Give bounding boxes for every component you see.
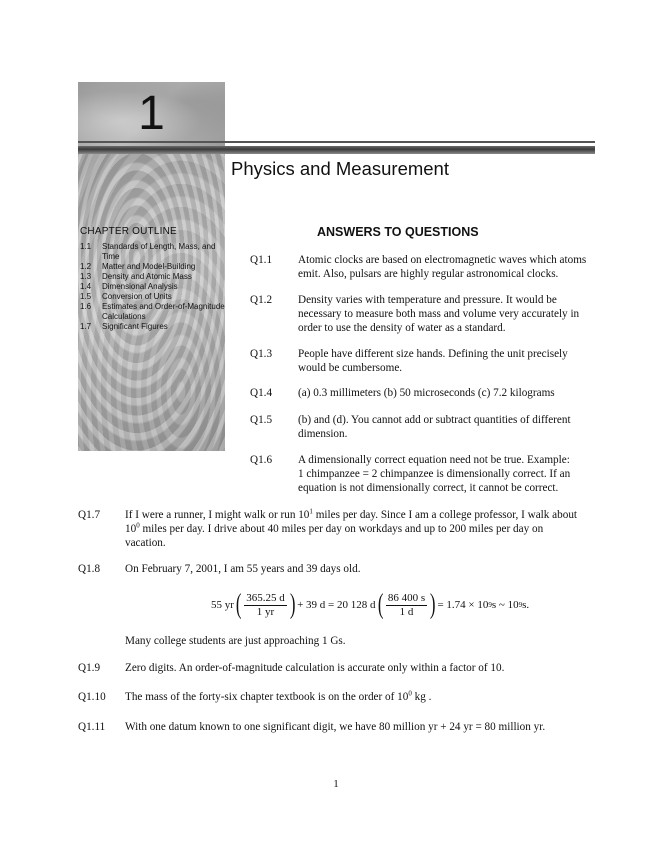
outline-item [80, 242, 225, 262]
answer-text: The mass of the forty-six chapter textbook is on the order of $10^0$ kg . [125, 689, 432, 703]
answer-text: Atomic clocks are based on electromagnetic waves which atoms emit. Also, pulsars are highly regular astronomical clocks. [298, 254, 587, 280]
outline-item-text: Dimensional Analysis [102, 282, 178, 291]
outline-item [80, 282, 225, 292]
answer-line: 1 chimpanzee = 2 chimpanzee is dimensionally correct. If an [298, 468, 571, 480]
outline-item-text: Matter and Model-Building [102, 262, 196, 271]
outline-item [80, 262, 225, 272]
answer-text: With one datum known to one significant digit, we have 80 million yr + 24 yr = 80 million yr. [125, 721, 546, 733]
answer-text: (a) 0.3 millimeters (b) 50 microseconds (c) 7.2 kilograms [298, 387, 555, 399]
question-label: Q1.10 [78, 691, 106, 703]
answer-line: $10^0$ miles per day. I drive about 40 miles per day on workdays and up to 200 miles per day on [125, 521, 544, 535]
answer-line: equation is not dimensionally correct, it cannot be correct. [298, 482, 559, 494]
page-number: 1 [333, 778, 339, 790]
outline-item-number: 1.6 [80, 302, 92, 311]
outline-item-number: 1.1 [80, 242, 92, 251]
outline-item [80, 322, 225, 332]
outline-item-number: 1.4 [80, 282, 92, 291]
question-label: Q1.6 [250, 454, 273, 466]
answer-text: Many college students are just approaching 1 Gs. [125, 635, 346, 647]
question-label: Q1.2 [250, 294, 273, 306]
outline-item-number: 1.2 [80, 262, 92, 271]
question-label: Q1.4 [250, 387, 273, 399]
question-label: Q1.5 [250, 414, 273, 426]
question-label: Q1.8 [78, 563, 101, 575]
answer-line: vacation. [125, 537, 166, 549]
outline-item [80, 272, 225, 282]
answer-text: Density varies with temperature and pressure. It would be necessary to measure both mass and volume very accurately in order to use the density of water as a standard. [298, 294, 580, 334]
answer-line: If I were a runner, I might walk or run $10^1$ miles per day. Since I am a college professor, I walk about [125, 507, 578, 521]
fraction: $\frac{365.25 d}{1 yr}$ [246, 591, 285, 618]
header-rule [78, 146, 595, 154]
outline-item-number: 1.7 [80, 322, 92, 331]
outline-item [80, 302, 225, 322]
chapter-title: Physics and Measurement [231, 158, 449, 179]
answer-line: A dimensionally correct equation need not be true. Example: [298, 454, 570, 466]
question-label: Q1.11 [78, 721, 106, 733]
question-label: Q1.3 [250, 348, 273, 360]
fraction: $\frac{86 400 s}{1 d}$ [387, 591, 426, 618]
question-label: Q1.9 [78, 662, 101, 674]
answer-text [125, 508, 605, 550]
answer-text: Zero digits. An order-of-magnitude calculation is accurate only within a factor of 10. [125, 662, 505, 674]
outline-item [80, 292, 225, 302]
age-equation: 55 yr ( $\frac{365.25 d}{1 yr}$ ) + 39 d = 20 128 d ( $\frac{86 400 s}{1 d}$ ) = 1.74 × 10 9 s ~ 10 9 s. [211, 589, 530, 620]
chapter-number: 1 [138, 87, 165, 140]
chapter-number-block [78, 82, 225, 146]
header-rule-thin [78, 141, 595, 143]
outline-title: CHAPTER OUTLINE [80, 226, 177, 237]
answer-text: People have different size hands. Defining the unit precisely would be cumbersome. [298, 348, 568, 374]
answer-text [298, 453, 603, 495]
answer-text: On February 7, 2001, I am 55 years and 39 days old. [125, 563, 361, 575]
question-label: Q1.7 [78, 509, 101, 521]
chapter-outline-panel [78, 154, 225, 451]
outline-item-text: Standards of Length, Mass, and Time [102, 242, 216, 261]
outline-item-text: Conversion of Units [102, 292, 172, 301]
outline-list [80, 242, 225, 332]
question-label: Q1.1 [250, 254, 273, 266]
outline-item-text: Density and Atomic Mass [102, 272, 192, 281]
answer-text: (b) and (d). You cannot add or subtract quantities of different dimension. [298, 414, 571, 440]
outline-item-text: Estimates and Order-of-Magnitude Calculations [102, 302, 225, 321]
outline-item-text: Significant Figures [102, 322, 168, 331]
section-heading: ANSWERS TO QUESTIONS [317, 225, 479, 239]
outline-item-number: 1.5 [80, 292, 92, 301]
outline-item-number: 1.3 [80, 272, 92, 281]
